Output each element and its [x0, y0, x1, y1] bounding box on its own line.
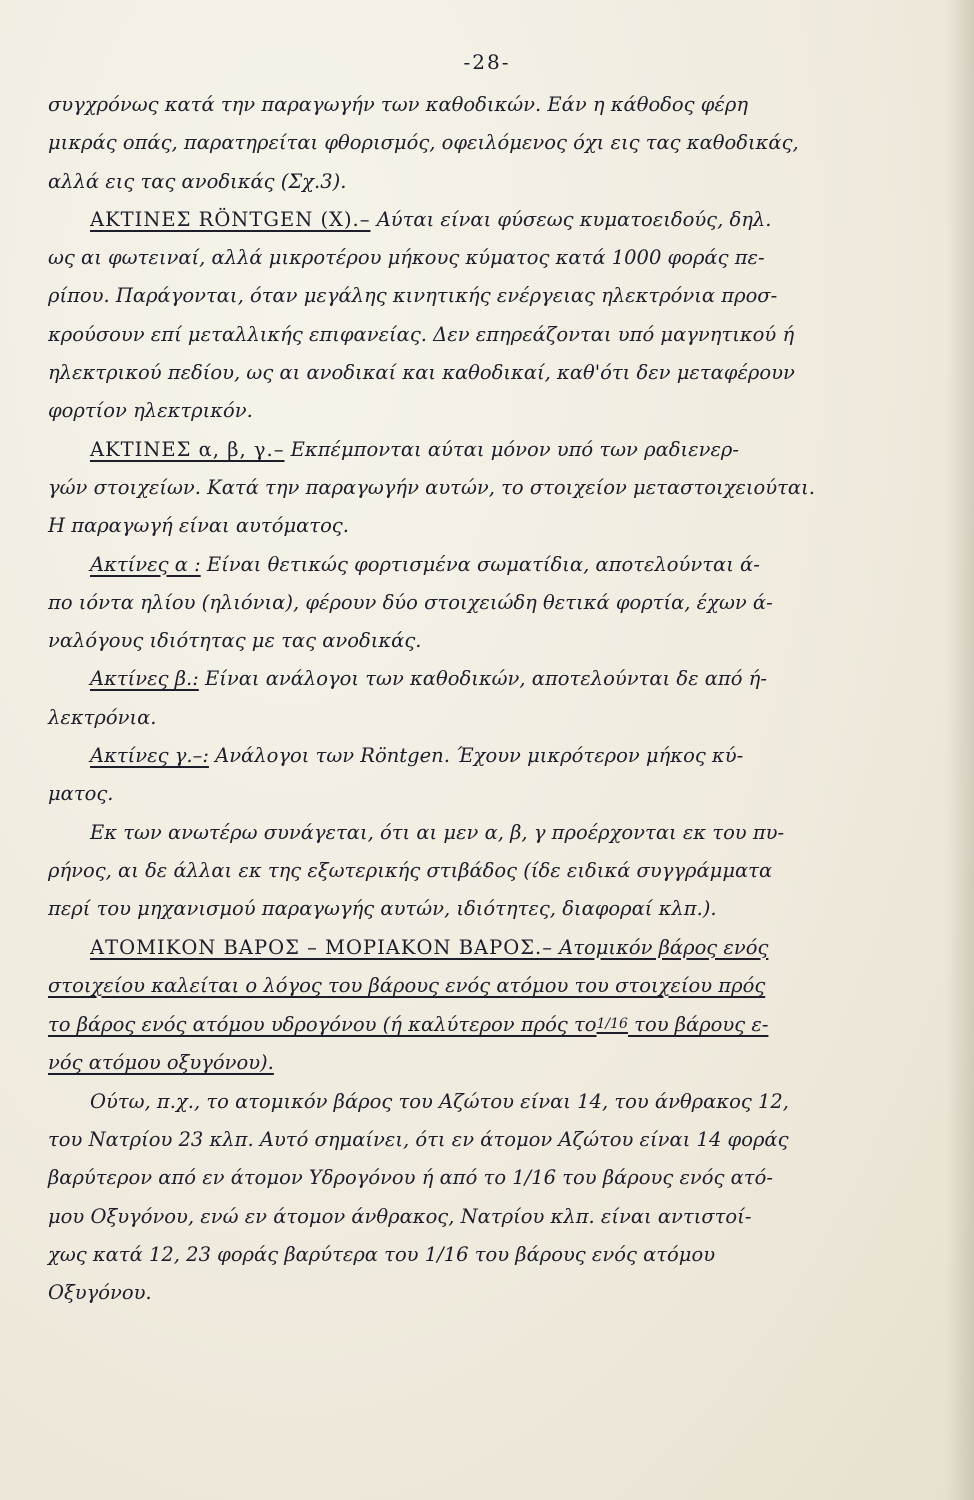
text-line: μικράς οπάς, παρατηρείται φθορισμός, οφειλόμενος όχι εις τας καθοδικάς,: [48, 131, 799, 155]
subheading-beta-rays: Ακτίνες β.:: [90, 667, 199, 691]
paragraph-abg-rays: [48, 431, 918, 469]
text-line: μου Οξυγόνου, ενώ εν άτομον άνθρακος, Νατρίου κλπ. είναι αντιστοί-: [48, 1204, 752, 1228]
section-heading-atomic-weight: ΑΤΟΜΙΚΟΝ ΒΑΡΟΣ – ΜΟΡΙΑΚΟΝ ΒΑΡΟΣ.–: [90, 935, 553, 959]
text-line: περί του μηχανισμού παραγωγής αυτών, ιδιότητες, διαφοραί κλπ.).: [48, 897, 717, 921]
text-line: φορτίον ηλεκτρικόν.: [48, 399, 253, 423]
text-line: Εκπέμπονται αύται μόνον υπό των ραδιενερ-: [284, 437, 739, 461]
definition-line: Ατομικόν βάρος ενός: [552, 935, 769, 959]
page-text: [48, 86, 918, 1313]
paragraph-alpha-rays: [48, 546, 918, 584]
definition-line: το βάρος ενός ατόμου υδρογόνου (ή καλύτερον πρός το: [48, 1013, 597, 1037]
text-line: του Νατρίου 23 κλπ. Αυτό σημαίνει, ότι εν άτομον Αζώτου είναι 14 φοράς: [48, 1128, 789, 1152]
text-line: χως κατά 12, 23 φοράς βαρύτερα του 1/16 του βάρους ενός ατόμου: [48, 1242, 716, 1266]
paragraph-xrays: [48, 201, 918, 239]
paragraph-alpha-rays-cont: [48, 584, 918, 661]
definition-line: στοιχείου καλείται ο λόγος του βάρους ενός ατόμου του στοιχείου πρός: [48, 973, 766, 997]
paragraph-cathode-observation: [48, 86, 918, 201]
text-line: πο ιόντα ηλίου (ηλιόνια), φέρουν δύο στοιχειώδη θετικά φορτία, έχων ά-: [48, 590, 773, 614]
text-line: Εκ των ανωτέρω συνάγεται, ότι αι μεν α, β, γ προέρχονται εκ του πυ-: [90, 820, 785, 844]
paragraph-example: [48, 1083, 918, 1121]
text-line: ηλεκτρικού πεδίου, ως αι ανοδικαί και καθοδικαί, καθ'ότι δεν μεταφέρουν: [48, 361, 795, 385]
definition-line: νός ατόμου οξυγόνου).: [48, 1051, 274, 1075]
text-line: κρούσουν επί μεταλλικής επιφανείας. Δεν επηρεάζονται υπό μαγνητικού ή: [48, 322, 795, 346]
paragraph-gamma-rays-cont: [48, 775, 918, 813]
paragraph-conclusion: [48, 814, 918, 852]
text-line: Η παραγωγή είναι αυτόματος.: [48, 514, 349, 538]
text-line: λεκτρόνια.: [48, 705, 157, 729]
paragraph-atomic-weight-cont: [48, 967, 918, 1083]
paragraph-conclusion-cont: [48, 852, 918, 929]
subheading-alpha-rays: Ακτίνες α :: [90, 552, 201, 576]
paragraph-gamma-rays: [48, 737, 918, 775]
text-line: αλλά εις τας ανοδικάς (Σχ.3).: [48, 169, 347, 193]
paragraph-example-cont: [48, 1121, 918, 1312]
text-line: Ανάλογοι των Röntgen. Έχουν μικρότερον μήκος κύ-: [208, 744, 744, 768]
text-line: ματος.: [48, 782, 114, 806]
paragraph-abg-rays-cont: [48, 469, 918, 546]
page-number: -28-: [463, 50, 511, 74]
page-binding-shadow: [946, 0, 974, 1500]
text-line: ρίπου. Παράγονται, όταν μεγάλης κινητικής ενέργειας ηλεκτρόνια προσ-: [48, 284, 778, 308]
text-line: ναλόγους ιδιότητας με τας ανοδικάς.: [48, 629, 422, 653]
text-line: ως αι φωτειναί, αλλά μικροτέρου μήκους κύματος κατά 1000 φοράς πε-: [48, 246, 765, 270]
text-line: Είναι ανάλογοι των καθοδικών, αποτελούνται δε από ή-: [198, 667, 767, 691]
text-line: Είναι θετικώς φορτισμένα σωματίδια, αποτελούνται ά-: [200, 552, 760, 576]
text-line: γών στοιχείων. Κατά την παραγωγήν αυτών, το στοιχείον μεταστοιχειούται.: [48, 475, 815, 499]
definition-line: του βάρους ε-: [627, 1013, 769, 1037]
paragraph-beta-rays-cont: [48, 699, 918, 737]
text-line: ρήνος, αι δε άλλαι εκ της εξωτερικής στιβάδος (ίδε ειδικά συγγράμματα: [48, 858, 773, 882]
paragraph-beta-rays: [48, 660, 918, 698]
text-line: Ούτω, π.χ., το ατομικόν βάρος του Αζώτου είναι 14, του άνθρακος 12,: [90, 1089, 789, 1113]
text-line: Αύται είναι φύσεως κυματοειδούς, δηλ.: [370, 207, 772, 231]
section-heading-xrays: ΑΚΤΙΝΕΣ RÖNTGEN (X).–: [90, 207, 371, 231]
subheading-gamma-rays: Ακτίνες γ.–:: [90, 744, 209, 768]
fraction-one-sixteenth: 1/16: [596, 1016, 628, 1033]
paragraph-xrays-cont: [48, 239, 918, 430]
paragraph-atomic-weight: [48, 929, 918, 967]
section-heading-abg-rays: ΑΚΤΙΝΕΣ α, β, γ.–: [90, 437, 285, 461]
text-line: βαρύτερον από εν άτομον Υδρογόνου ή από το 1/16 του βάρους ενός ατό-: [48, 1166, 773, 1190]
text-line: Οξυγόνου.: [48, 1281, 152, 1305]
text-line: συγχρόνως κατά την παραγωγήν των καθοδικών. Εάν η κάθοδος φέρη: [48, 93, 749, 116]
